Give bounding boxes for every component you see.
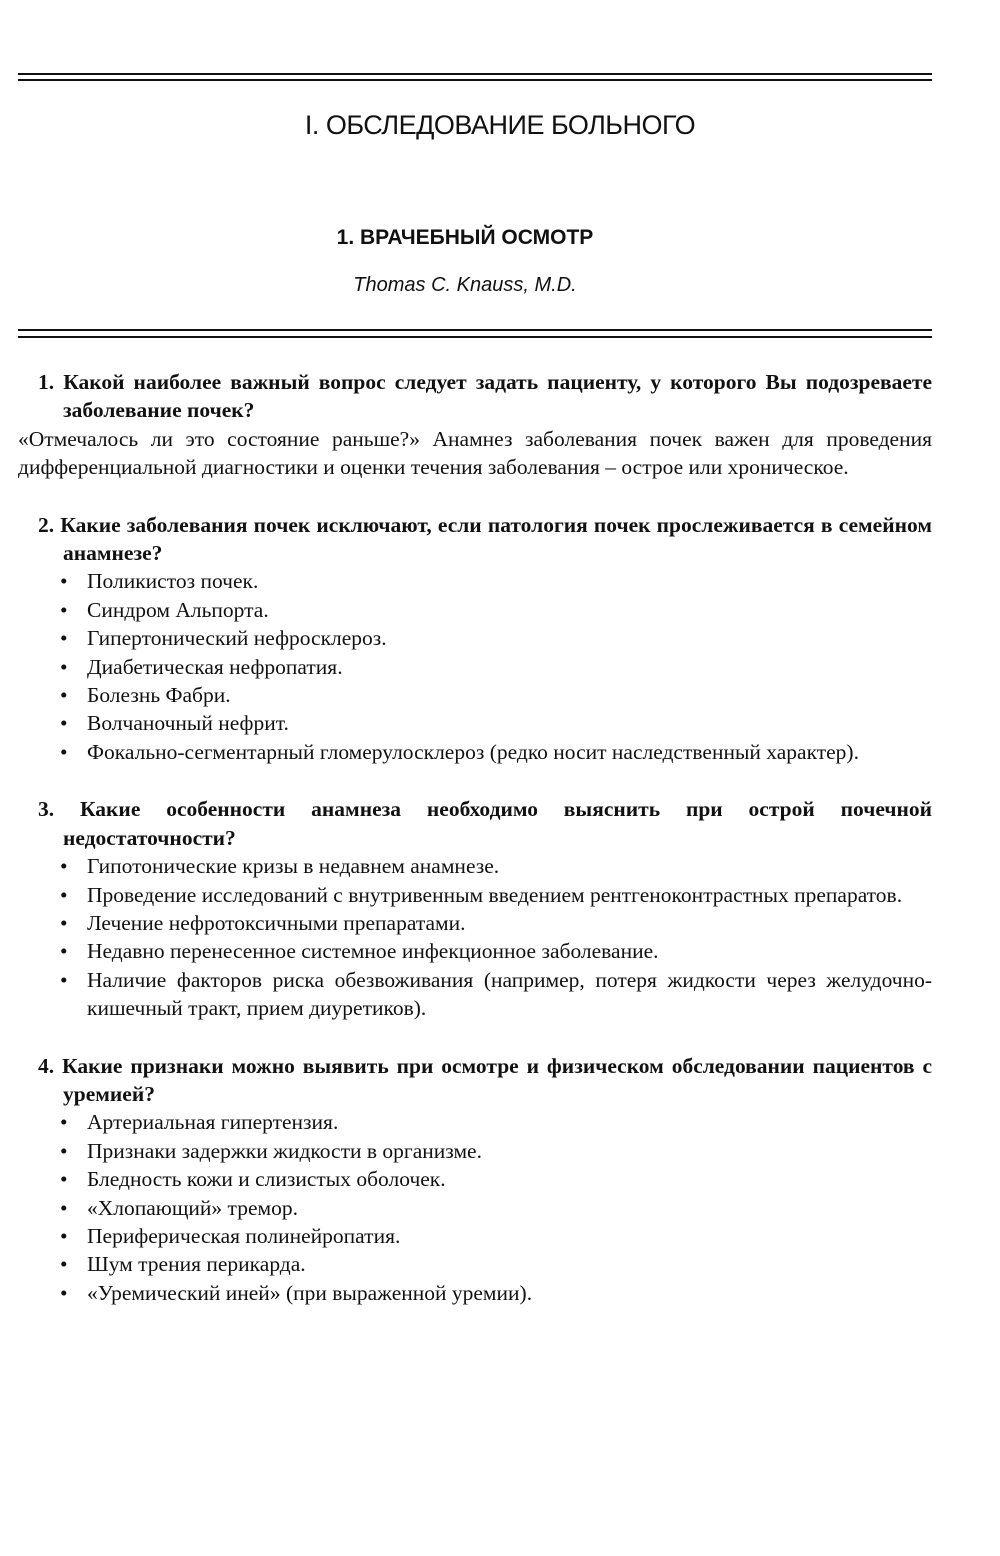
answer: «Отмечалось ли это состояние раньше?» Анамнез заболевания почек важен для проведения дифференциальной диагностики и оценки течения заболевания – острое или хроническое. [18, 426, 932, 480]
list-item [18, 966, 932, 1023]
bullet-icon: • [60, 626, 68, 651]
list-item-text: Волчаночный нефрит. [87, 711, 289, 736]
bullet-icon: • [60, 1110, 68, 1135]
list-item-text: Бледность кожи и слизистых оболочек. [87, 1167, 446, 1192]
bullet-icon: • [60, 1280, 68, 1305]
list-item [18, 624, 932, 652]
top-rule [18, 79, 932, 81]
list-item-text: Болезнь Фабри. [87, 683, 231, 708]
question: 1. Какой наиболее важный вопрос следует задать пациенту, у которого Вы подозреваете заболевание почек? [38, 370, 932, 423]
bullet-icon: • [60, 1195, 68, 1220]
qa-block [18, 795, 932, 1022]
list-item [18, 1137, 932, 1165]
question: 3. Какие особенности анамнеза необходимо выяснить при острой почечной недостаточности? [38, 797, 932, 850]
answer-list [18, 852, 932, 1022]
list-item-text: Фокально-сегментарный гломерулосклероз (редко носит наследственный характер). [87, 739, 859, 764]
section-title: 1. ВРАЧЕБНЫЙ ОСМОТР [336, 226, 594, 249]
list-item [18, 1250, 932, 1278]
list-item [18, 681, 932, 709]
list-item [18, 653, 932, 681]
bullet-icon: • [60, 739, 68, 764]
bullet-icon: • [60, 1223, 68, 1248]
list-item-text: Диабетическая нефропатия. [87, 654, 343, 679]
list-item [18, 1222, 932, 1250]
list-item [18, 1279, 932, 1307]
bullet-icon: • [60, 597, 68, 622]
qa-content [18, 368, 932, 1336]
list-item-text: Шум трения перикарда. [87, 1252, 306, 1277]
bullet-icon: • [60, 1167, 68, 1192]
bullet-icon: • [60, 854, 68, 879]
list-item-text: Периферическая полинейропатия. [87, 1223, 401, 1248]
list-item [18, 596, 932, 624]
header-bottom-rule [18, 329, 932, 331]
list-item [18, 1108, 932, 1136]
answer-list [18, 567, 932, 766]
list-item [18, 1165, 932, 1193]
question: 4. Какие признаки можно выявить при осмотре и физическом обследовании пациентов с уремией? [38, 1053, 932, 1106]
list-item [18, 738, 932, 766]
list-item [18, 567, 932, 595]
qa-block [18, 1052, 932, 1308]
answer-list [18, 1108, 932, 1307]
qa-block [18, 511, 932, 767]
list-item-text: Гипотонические кризы в недавнем анамнезе. [87, 854, 500, 879]
header-bottom-rule [18, 336, 932, 338]
list-item-text: Поликистоз почек. [87, 569, 259, 594]
bullet-icon: • [60, 569, 68, 594]
bullet-icon: • [60, 683, 68, 708]
list-item [18, 852, 932, 880]
bullet-icon: • [60, 967, 68, 992]
bullet-icon: • [60, 1138, 68, 1163]
list-item [18, 909, 932, 937]
list-item [18, 709, 932, 737]
list-item-text: Недавно перенесенное системное инфекционное заболевание. [87, 939, 659, 964]
question: 2. Какие заболевания почек исключают, если патология почек прослеживается в семейном анамнезе? [38, 512, 932, 566]
list-item-text: Проведение исследований с внутривенным введением рентгеноконтрастных препаратов. [87, 882, 903, 907]
list-item-text: Синдром Альпорта. [87, 597, 269, 622]
bullet-icon: • [60, 939, 68, 964]
list-item-text: Гипертонический нефросклероз. [87, 626, 387, 651]
list-item [18, 881, 932, 909]
top-rule [18, 73, 932, 75]
bullet-icon: • [60, 654, 68, 679]
list-item-text: Наличие факторов риска обезвоживания (например, потеря жидкости через желудочно-кишечный тракт, прием диуретиков). [87, 967, 932, 1021]
list-item-text: Артериальная гипертензия. [87, 1110, 339, 1135]
bullet-icon: • [60, 1252, 68, 1277]
list-item-text: Лечение нефротоксичными препаратами. [87, 910, 466, 935]
bullet-icon: • [60, 910, 68, 935]
list-item-text: «Уремический иней» (при выраженной уремии). [87, 1280, 533, 1305]
list-item [18, 1194, 932, 1222]
chapter-title: I. ОБСЛЕДОВАНИЕ БОЛЬНОГО [304, 110, 696, 140]
author: Thomas C. Knauss, M.D. [353, 274, 577, 296]
list-item [18, 937, 932, 965]
list-item-text: Признаки задержки жидкости в организме. [87, 1138, 482, 1163]
list-item-text: «Хлопающий» тремор. [87, 1195, 298, 1220]
bullet-icon: • [60, 882, 68, 907]
qa-block [18, 368, 932, 482]
bullet-icon: • [60, 711, 68, 736]
